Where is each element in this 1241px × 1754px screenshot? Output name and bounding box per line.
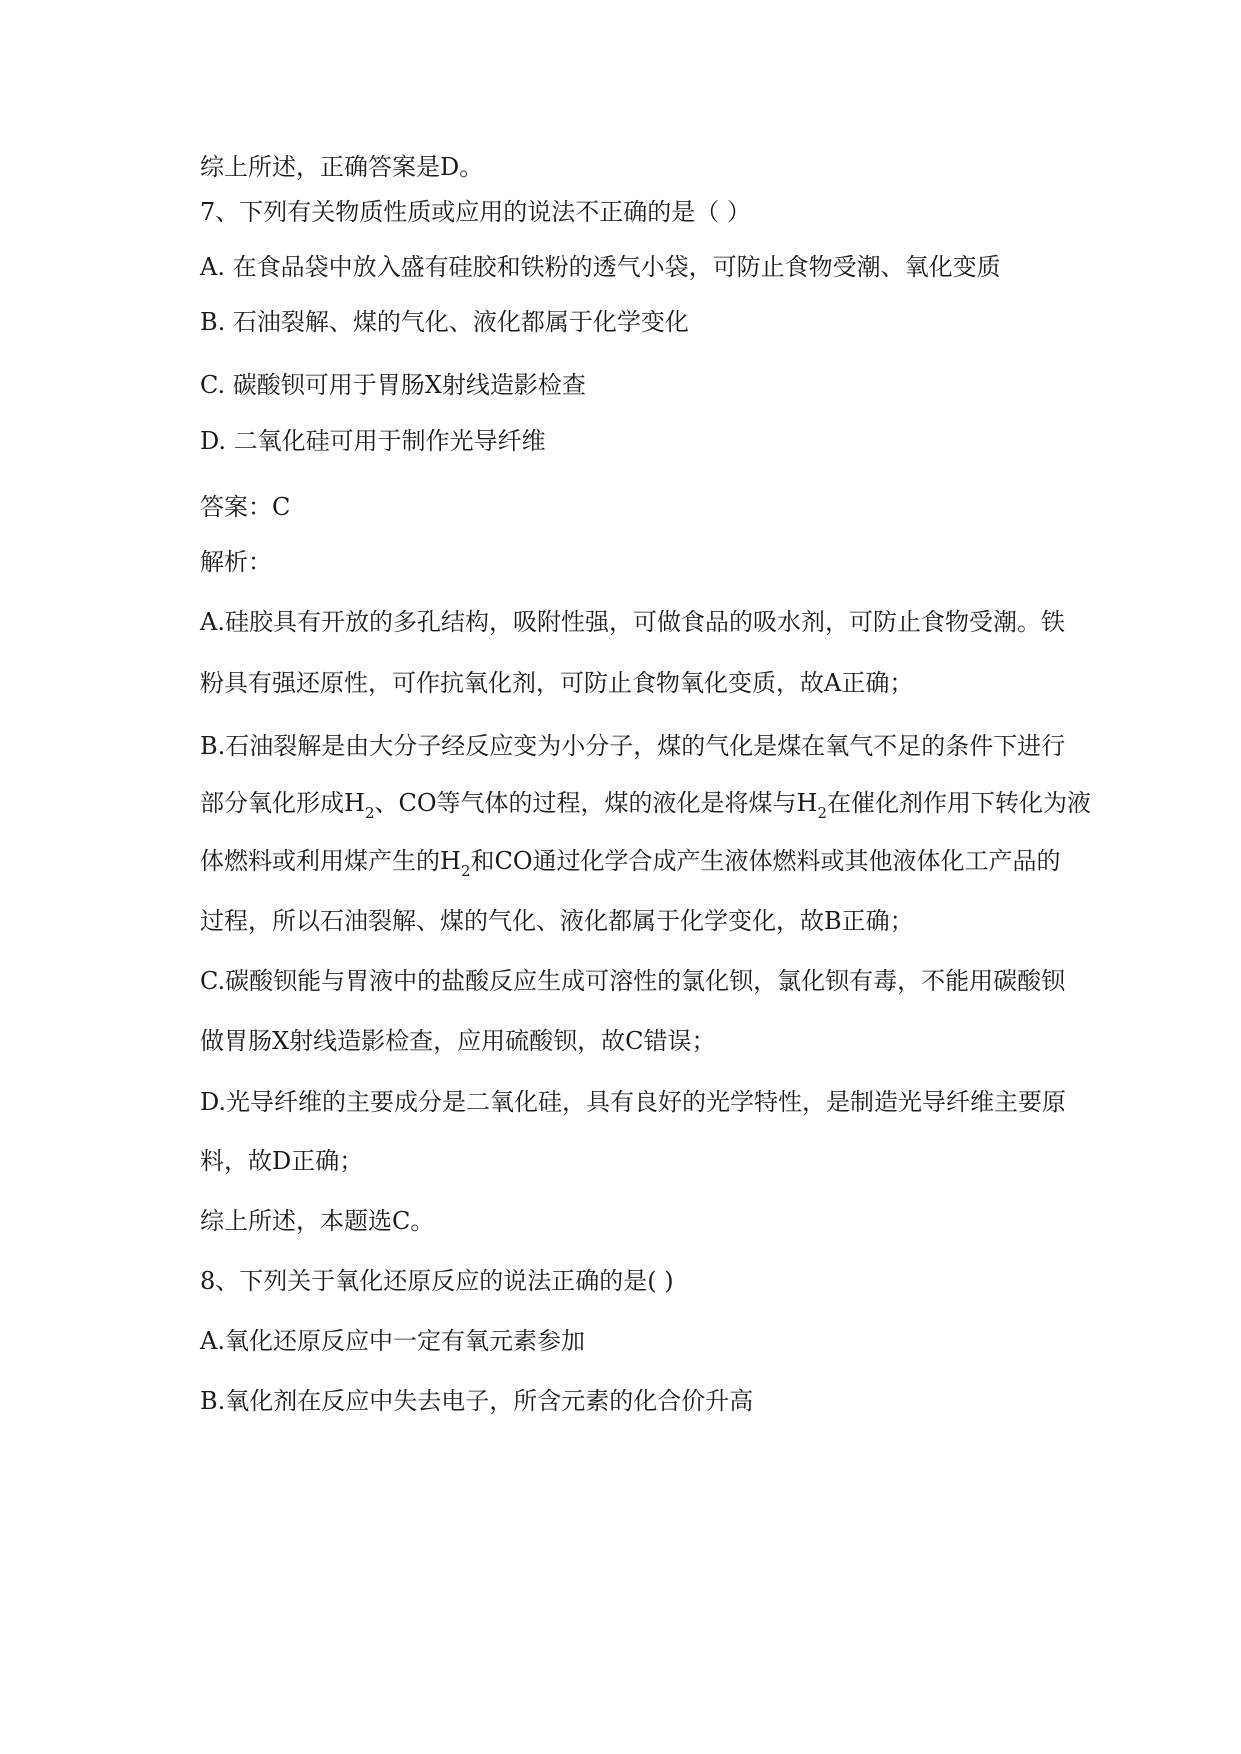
analysis-d-line-2: 料，故D正确； [200,1147,364,1175]
summary-answer-d: 综上所述，正确答案是D。 [200,153,484,181]
text-segment: 和CO通过化学合成产生液体燃料或其他液体化工产品的 [470,847,1061,875]
analysis-b-line-2 [200,787,1100,829]
text-segment: 在催化剂作用下转化为液 [827,789,1091,817]
analysis-c-line-2: 做胃肠X射线造影检查，应用硫酸钡，故C错误； [200,1027,716,1055]
analysis-a-line-1: A.硅胶具有开放的多孔结构，吸附性强，可做食品的吸水剂，可防止食物受潮。铁 [200,608,1065,636]
question-7-option-d: D. 二氧化硅可用于制作光导纤维 [200,427,546,455]
answer-label: 答案：C [200,493,291,521]
analysis-label: 解析： [200,548,272,576]
analysis-d-line-1: D.光导纤维的主要成分是二氧化硅，具有良好的光学特性，是制造光导纤维主要原 [200,1088,1067,1116]
analysis-b-line-1: B.石油裂解是由大分子经反应变为小分子，煤的气化是煤在氧气不足的条件下进行 [200,732,1066,760]
subscript: 2 [460,862,471,880]
text-segment: 体燃料或利用煤产生的H [200,847,461,875]
subscript: 2 [817,804,827,822]
question-7-option-b: B. 石油裂解、煤的气化、液化都属于化学变化 [200,308,689,336]
question-7-stem: 7、下列有关物质性质或应用的说法不正确的是（ ） [200,198,751,226]
text-segment: 、CO等气体的过程，煤的液化是将煤与H [374,789,818,817]
analysis-b-line-4: 过程，所以石油裂解、煤的气化、液化都属于化学变化，故B正确； [200,907,914,935]
subscript: 2 [364,804,375,822]
analysis-c-line-1: C.碳酸钡能与胃液中的盐酸反应生成可溶性的氯化钡，氯化钡有毒，不能用碳酸钡 [200,967,1066,995]
text-segment: 部分氧化形成H [200,789,365,817]
analysis-a-line-2: 粉具有强还原性，可作抗氧化剂，可防止食物氧化变质，故A正确； [200,669,914,697]
question-8-option-a: A.氧化还原反应中一定有氧元素参加 [200,1327,585,1355]
question-7-option-a: A. 在食品袋中放入盛有硅胶和铁粉的透气小袋，可防止食物受潮、氧化变质 [200,253,1001,281]
question-7-option-c: C. 碳酸钡可用于胃肠X射线造影检查 [200,371,586,399]
analysis-b-line-3 [200,845,1100,887]
summary-select-c: 综上所述，本题选C。 [200,1207,435,1235]
question-8-option-b: B.氧化剂在反应中失去电子，所含元素的化合价升高 [200,1387,754,1415]
question-8-stem: 8、下列关于氧化还原反应的说法正确的是( ) [200,1267,674,1295]
